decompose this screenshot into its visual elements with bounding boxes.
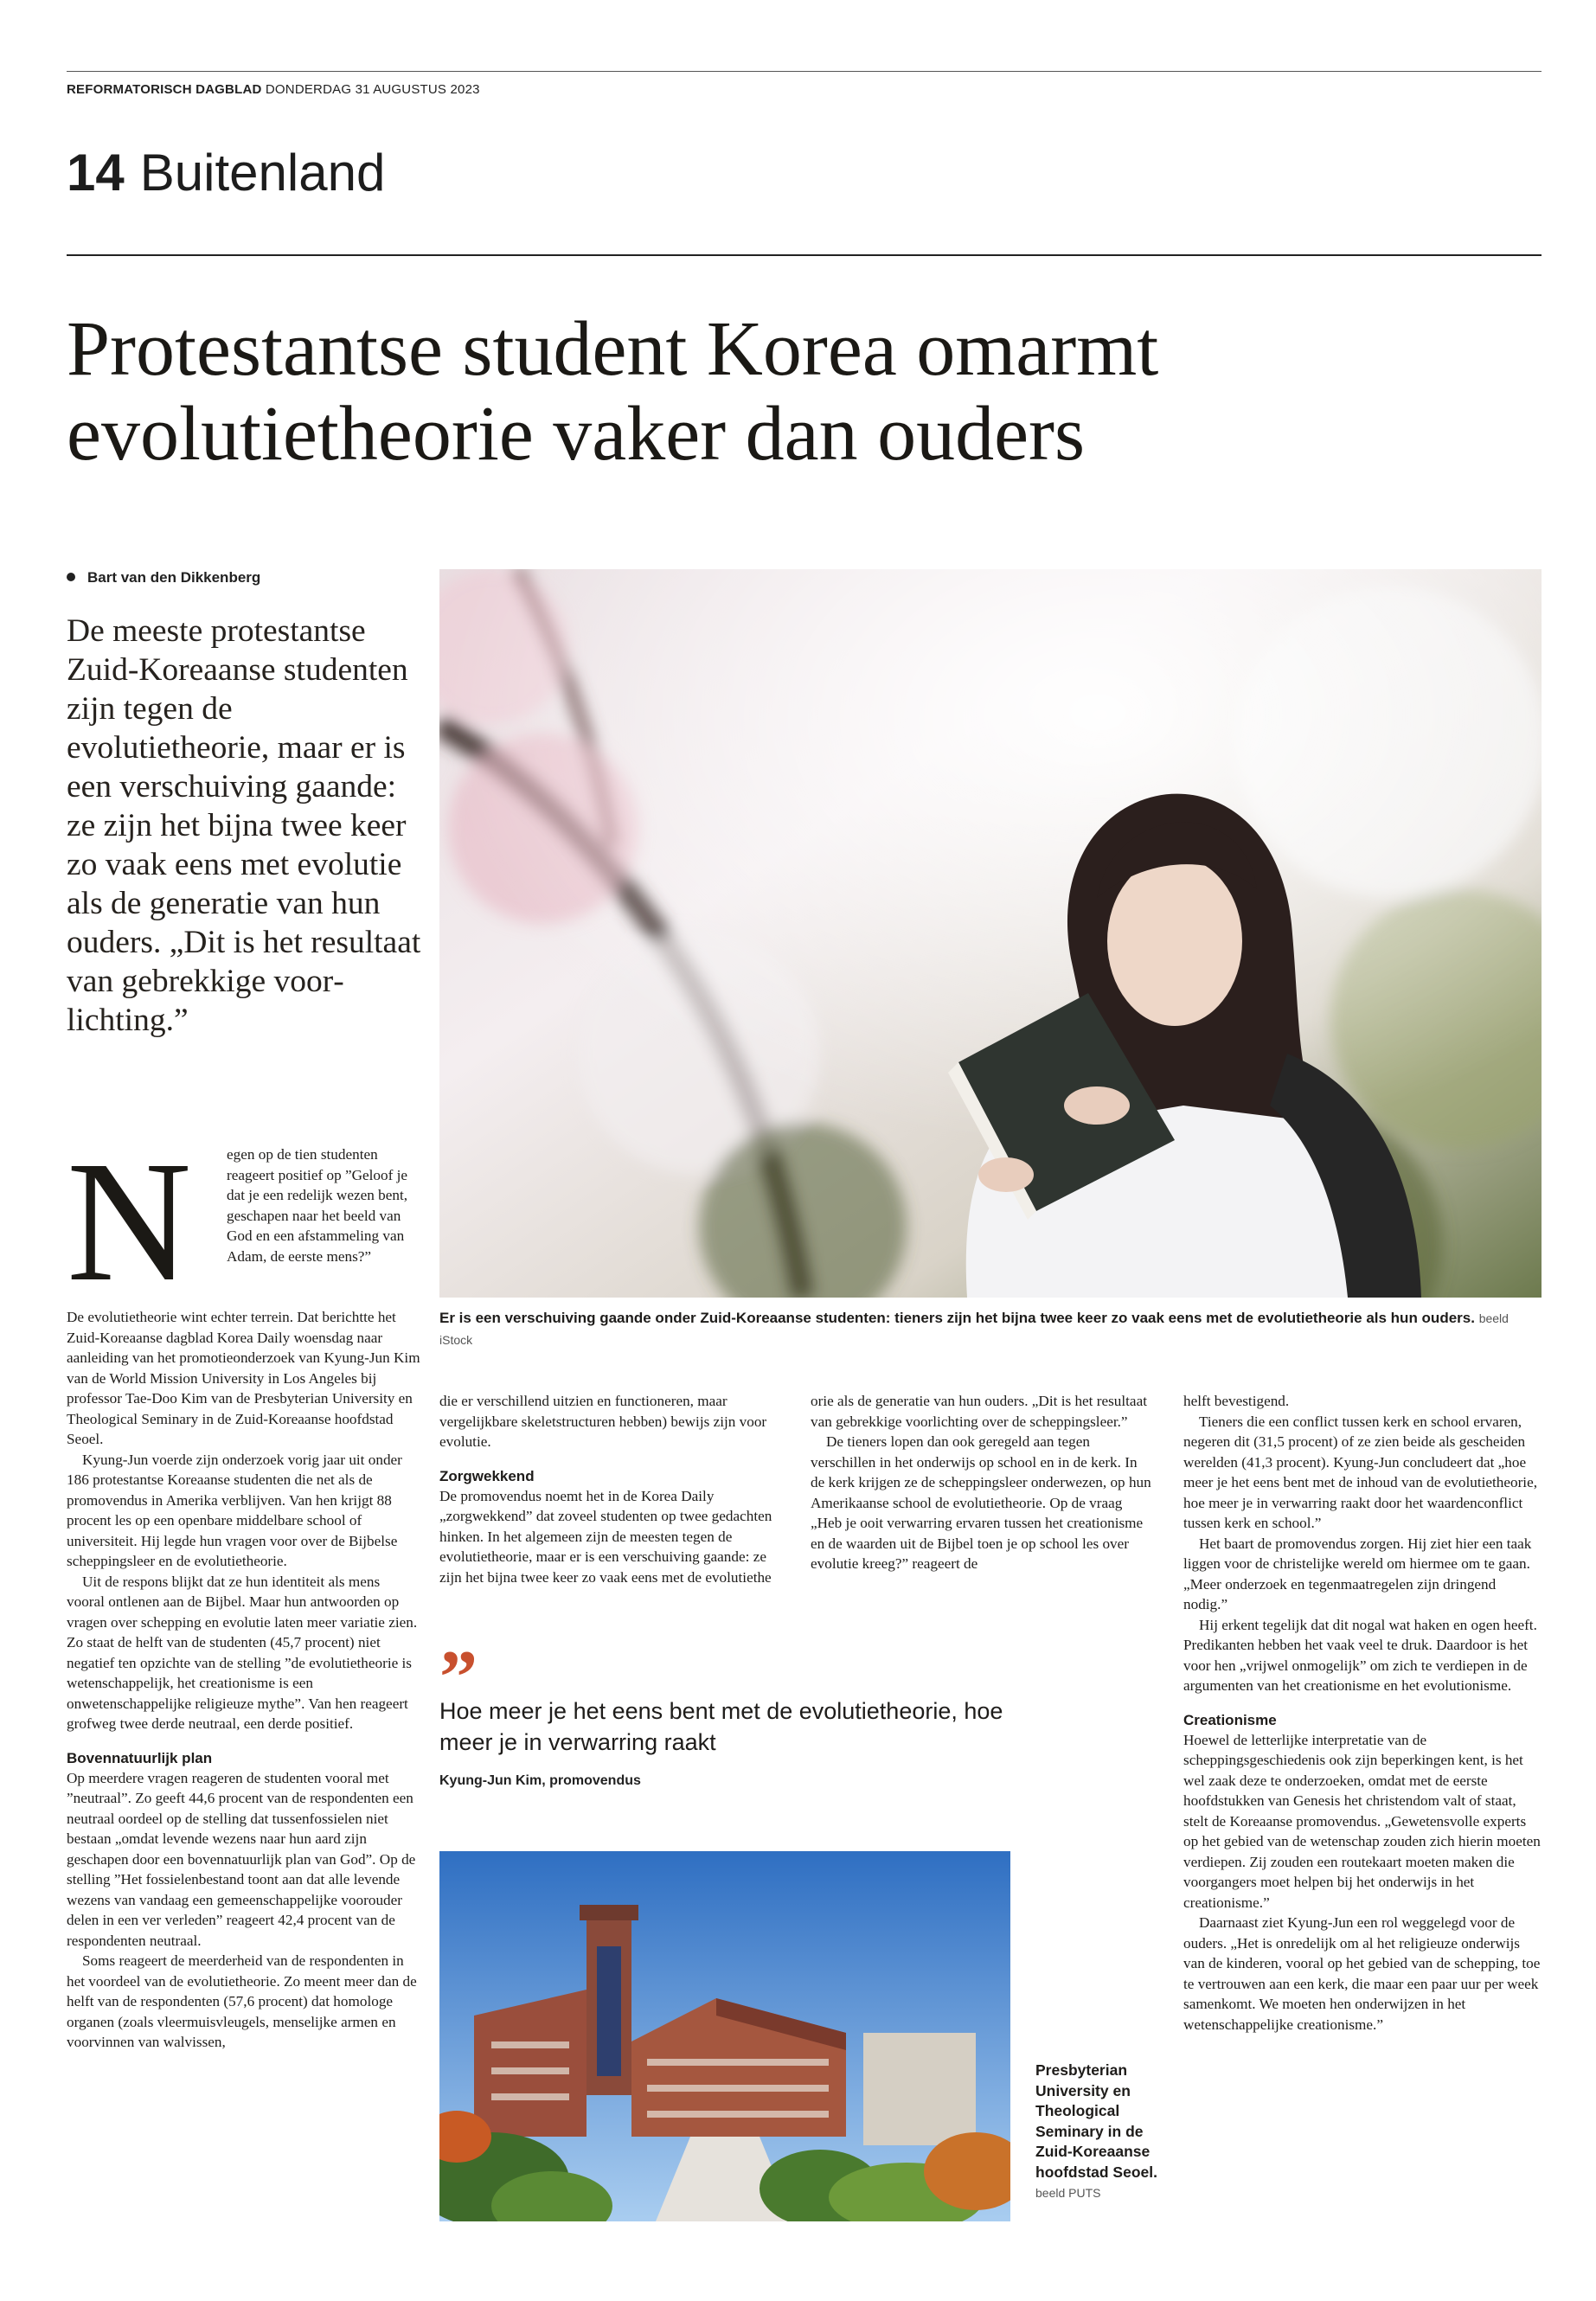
seminary-photo-credit: beeld PUTS: [1035, 2186, 1101, 2200]
drop-cap: N: [67, 1126, 192, 1317]
paragraph: Hoewel de letterlijke interpretatie van de scheppingsgeschiedenis ook zijn beperkingen kent, is het wel zaak deze te onderzoeken, omdat met de eerste hoofdstukken van Genesis het christendom valt of staat, stelt de Koreaanse promovendus. „Gewetensvolle experts op het gebied van de wetenschap zouden zich hierin moeten verdiepen. Zij zouden een routekaart moeten maken die voorgangers moet helpen bij het onderwijs in het creationisme.”: [1183, 1731, 1541, 1911]
subheading-creationisme: Creationisme: [1183, 1711, 1277, 1728]
section-name: Buitenland: [139, 144, 386, 202]
paragraph: orie als de generatie van hun ouders. „Dit is het resultaat van gebrekkige voorlichting over de scheppingsleer.”: [811, 1393, 1147, 1430]
article-column-4: [1183, 1391, 1542, 2035]
paragraph: Daarnaast ziet Kyung-Jun een rol weggelegd voor de ouders. „Het is onredelijk om al het religieuze onderwijs van de kinderen, vooral op het gebied van de schepping, toe te vertrouwen aan een kerk, die maar een paar uur per week samenkomt. We moeten hen onderwijzen in het wetenschappelijke creationisme.”: [1183, 1914, 1541, 2033]
subheading-bovennatuurlijk: Bovennatuurlijk plan: [67, 1749, 213, 1766]
masthead-date: DONDERDAG 31 AUGUSTUS 2023: [265, 82, 480, 97]
masthead-paper: REFORMATORISCH DAGBLAD: [67, 82, 262, 97]
student-reading-photo: [439, 569, 1542, 1298]
article-column-3: [811, 1391, 1152, 1574]
article-column-2: [439, 1391, 790, 1587]
byline-author: Bart van den Dikkenberg: [87, 569, 261, 586]
paragraph: De promovendus noemt het in de Korea Daily „zorgwekkend” dat zoveel studenten op twee gedachten hinken. In het algemeen zijn de meesten tegen de evolutietheorie, maar er is een verschuiving gaande: ze zijn het bijna twee keer zo vaak eens met de evolutiethe: [439, 1487, 772, 1586]
pull-quote-attribution: Kyung-Jun Kim, promovendus: [439, 1773, 641, 1788]
paragraph: De evolutietheorie wint echter terrein. Dat berichtte het Zuid-Koreaanse dagblad Korea Daily woensdag naar aanleiding van het promotieonderzoek van Kyung-Jun Kim van de World Mission University in Los Angeles bij professor Tae-Doo Kim van de Presbyterian University en Theological Seminary in de Zuid-Koreaanse hoofdstad Seoel.: [67, 1309, 420, 1447]
article-lead: [227, 1144, 421, 1266]
paragraph: Tieners die een conflict tussen kerk en school ervaren, negeren dit (31,5 procent) of ze zien beide als gescheiden werelden (41,3 procent). Kyung-Jun concludeert dat „hoe meer je het eens bent met de inhoud van de evolutietheorie, hoe meer je in verwarring raakt door het waardenconflict tussen kerk en school.”: [1183, 1413, 1538, 1531]
section-header: [67, 143, 385, 202]
article-column-1: [67, 1307, 421, 2053]
pull-quote: Hoe meer je het eens bent met de evolutietheorie, hoe meer je in verwarring raakt: [439, 1698, 1003, 1755]
headline: Protestantse student Korea omarmt evolutietheorie vaker dan ouders: [67, 306, 1159, 477]
seminary-photo-caption-text: Presbyterian University en Theological Seminary in de Zuid-Koreaanse hoofdstad Seoel.: [1035, 2061, 1157, 2181]
main-photo-caption: [439, 1308, 1542, 1350]
paragraph: die er verschillend uitzien en functioneren, maar vergelijkbare skeletstructuren hebben) bewijs zijn voor evolutie.: [439, 1393, 767, 1450]
paragraph: Soms reageert de meerderheid van de respondenten in het voordeel van de evolutietheorie. Zo meent meer dan de helft van de respondenten (57,6 procent) dat homologe organen (zoals vleermuisvleugels, menselijke armen en voorvinnen van walvissen,: [67, 1952, 417, 2050]
byline-bullet: [67, 573, 75, 581]
page-number: 14: [67, 144, 125, 202]
lead-paragraph: egen op de tien studenten reageert positief op ”Geloof je dat je een redelijk wezen bent, geschapen naar het beeld van God en een afstammeling van Adam, de eerste mens?”: [227, 1146, 408, 1265]
quote-mark-icon: ”: [439, 1636, 478, 1720]
main-photo: [439, 569, 1542, 1298]
masthead: [67, 71, 1542, 97]
paragraph: Het baart de promovendus zorgen. Hij ziet hier een taak liggen voor de christelijke wereld om hiermee om te gaan. „Meer onderzoek en tegenmaatregelen zijn dringend nodig.”: [1183, 1535, 1532, 1612]
subheading-zorgwekkend: Zorgwekkend: [439, 1467, 535, 1484]
seminary-photo-caption: [1035, 2061, 1165, 2204]
paragraph: Hij erkent tegelijk dat dit nogal wat haken en ogen heeft. Predikanten hebben het vaak veel te druk. Daardoor is het voor hen „vrijwel onmogelijk” om zich te verdiepen in de argumenten van het creationisme en het evolutionisme.: [1183, 1616, 1537, 1694]
seminary-photo: [439, 1851, 1010, 2221]
main-photo-credit: beeld iStock: [439, 1311, 1509, 1347]
paragraph: Op meerdere vragen reageren de studenten vooral met ”neutraal”. Zo geeft 44,6 procent van de respondenten een neutraal oordeel op de stelling dat tussenfossielen niet bestaan „omdat levende wezens naar hun aard zijn geschapen door een bovennatuurlijk plan van God”. Op de stelling ”Het fossielenbestand toont aan dat alle levende wezens van vandaag een gemeenschappelijke voorouder delen in een ver verleden” reageert 42,4 procent van de respondenten neutraal.: [67, 1769, 416, 1949]
section-divider: [67, 254, 1542, 256]
paragraph: helft bevestigend.: [1183, 1393, 1290, 1409]
paragraph: De tieners lopen dan ook geregeld aan tegen verschillen in het onderwijs op school en in de kerk. In de kerk krijgen ze de scheppingsleer onderwezen, op hun Amerikaanse school de evolutietheorie. Op de vraag „Heb je ooit verwarring ervaren tussen het creationisme en de waarden uit de Bijbel toen je op school les over evolutie kreeg?” reageert de: [811, 1433, 1151, 1572]
byline: [67, 569, 260, 586]
intro-paragraph: De meeste protestantse Zuid-Koreaanse studenten zijn tegen de evolutietheorie, maar er is een verschuiving gaande: ze zijn het bijna twee keer zo vaak eens met evolutie als de generatie van hun ouders. „Dit is het resultaat van gebrekkige voorlichting.”: [67, 613, 421, 1038]
paragraph: Kyung-Jun voerde zijn onderzoek vorig jaar uit onder 186 protestantse Koreaanse studenten die net als de promovendus in Amerika verblijven. Van hen krijgt 88 procent les op een openbare middelbare school of universiteit. Hij legde hun vragen voor over de Bijbelse scheppingsleer en de evolutietheorie.: [67, 1451, 402, 1569]
paragraph: Uit de respons blijkt dat ze hun identiteit als mens vooral ontlenen aan de Bijbel. Maar hun antwoorden op vragen over schepping en evolutie laten meer variatie zien. Zo staat de helft van de studenten (45,7 procent) niet negatief ten opzichte van de stelling ”de evolutietheorie is wetenschappelijk, het creationisme is een onwetenschappelijke religieuze mythe”. Van hen reageert grofweg twee derde neutraal, een derde positief.: [67, 1573, 418, 1732]
main-photo-caption-text: Er is een verschuiving gaande onder Zuid-Koreaanse studenten: tieners zijn het bijna twee keer zo vaak eens met de evolutietheorie als hun ouders.: [439, 1310, 1475, 1326]
university-building-photo: [439, 1851, 1010, 2221]
